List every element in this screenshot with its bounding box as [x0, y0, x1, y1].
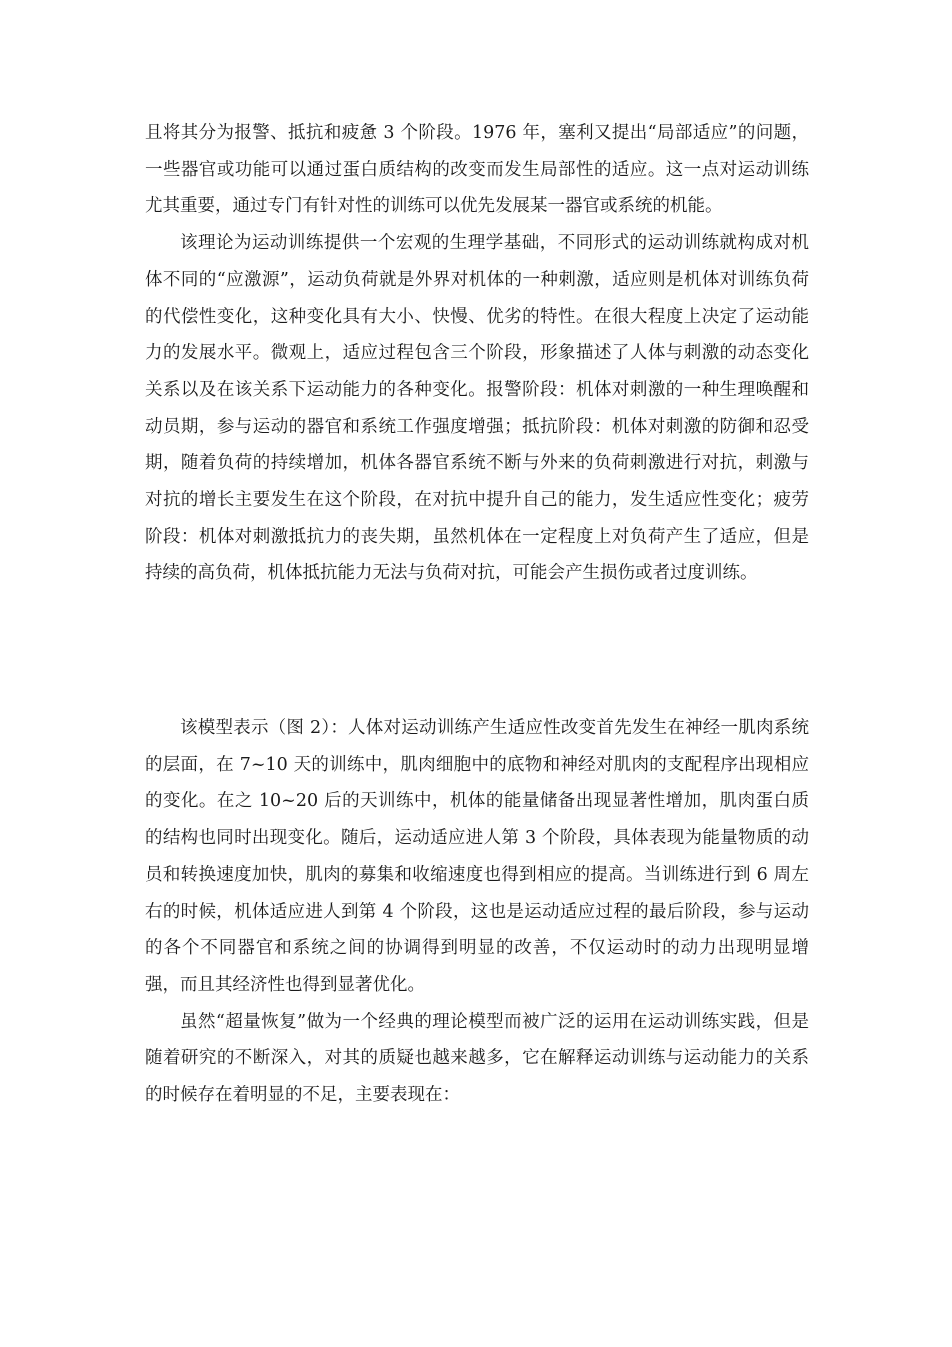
text-section-lower	[145, 710, 809, 1114]
paragraph-continuation: 且将其分为报警、抵抗和疲惫 3 个阶段。1976 年，塞利又提出“局部适应”的问题，一些器官或功能可以通过蛋白质结构的改变而发生局部性的适应。这一点对运动训练尤其重要，通过专门有针对性的训练可以优先发展某一器官或系统的机能。	[145, 123, 809, 217]
text-section-upper	[145, 115, 809, 592]
paragraph-model-description: 该模型表示（图 2）：人体对运动训练产生适应性改变首先发生在神经一肌肉系统的层面，在 7~10 天的训练中，肌肉细胞中的底物和神经对肌肉的支配程序出现相应的变化。在之 10~20 后的天训练中，机体的能量储备出现显著性增加，肌肉蛋白质的结构也同时出现变化。随后，运动适应进人第 3 个阶段，具体表现为能量物质的动员和转换速度加快，肌肉的募集和收缩速度也得到相应的提高。当训练进行到 6 周左右的时候，机体适应进人到第 4 个阶段，这也是运动适应过程的最后阶段，参与运动的各个不同器官和系统之间的协调得到明显的改善，不仅运动时的动力出现明显增强，而且其经济性也得到显著优化。	[145, 718, 809, 995]
paragraph-theory-basis: 该理论为运动训练提供一个宏观的生理学基础，不同形式的运动训练就构成对机体不同的“应激源”，运动负荷就是外界对机体的一种刺激，适应则是机体对训练负荷的代偿性变化，这种变化具有大小、快慢、优劣的特性。在很大程度上决定了运动能力的发展水平。微观上，适应过程包含三个阶段，形象描述了人体与刺激的动态变化关系以及在该关系下运动能力的各种变化。报警阶段：机体对刺激的一种生理唤醒和动员期，参与运动的器官和系统工作强度增强；抵抗阶段：机体对刺激的防御和忍受期，随着负荷的持续增加，机体各器官系统不断与外来的负荷刺激进行对抗，刺激与对抗的增长主要发生在这个阶段，在对抗中提升自己的能力，发生适应性变化；疲劳阶段：机体对刺激抵抗力的丧失期，虽然机体在一定程度上对负荷产生了适应，但是持续的高负荷，机体抵抗能力无法与负荷对抗，可能会产生损伤或者过度训练。	[145, 233, 809, 584]
paragraph-supercompensation-critique: 虽然“超量恢复”做为一个经典的理论模型而被广泛的运用在运动训练实践，但是随着研究的不断深入，对其的质疑也越来越多，它在解释运动训练与运动能力的关系的时候存在着明显的不足，主要表现在：	[145, 1011, 809, 1106]
